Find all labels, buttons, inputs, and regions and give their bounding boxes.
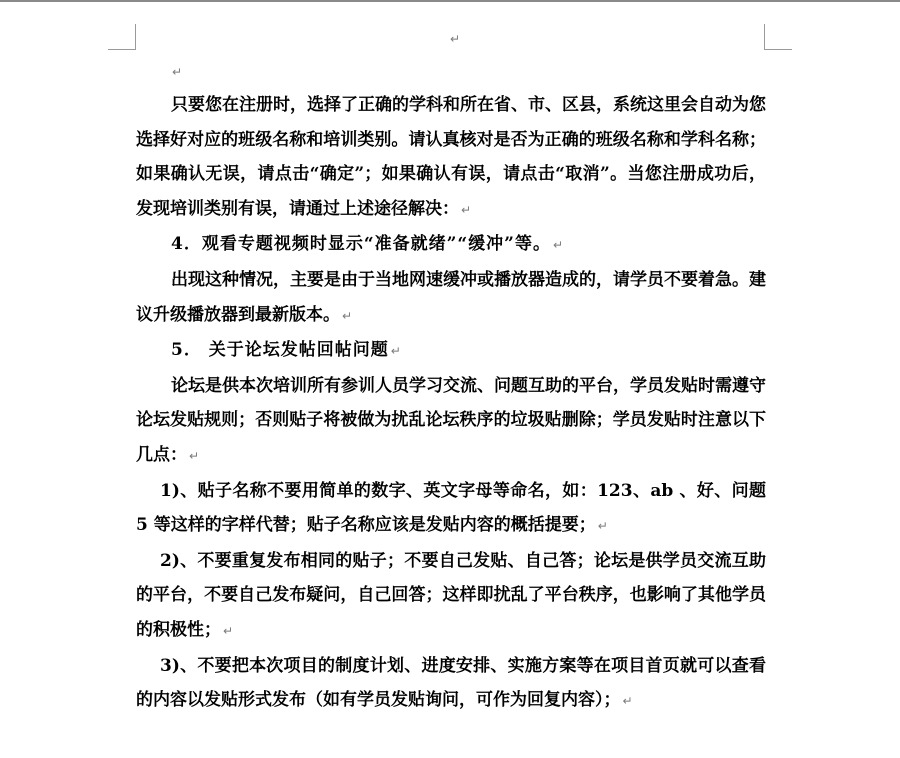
list-item-rule-2[interactable]: 2)、不要重复发布相同的贴子；不要自己发贴、自己答；论坛是供学员交流互助的平台，不要自己发布疑问，自己回答；这样即扰乱了平台秩序，也影响了其他学员的积极性； ↵ [136,550,766,640]
crop-mark-right-horizontal [764,49,792,50]
crop-mark-left-vertical [135,24,136,50]
list-item-rule-1[interactable]: 1)、贴子名称不要用简单的数字、英文字母等命名，如：123、ab 、好、问题 5 等这样的字样代替；贴子名称应该是发贴内容的概括提要； ↵ [136,480,766,536]
paragraph-forum-rules[interactable]: 论坛是供本次培训所有参训人员学习交流、问题互助的平台，学员发贴时需遵守论坛发贴规则；否则贴子将被做为扰乱论坛秩序的垃圾贴删除；学员发贴时注意以下几点： ↵ [136,375,766,465]
paragraph-registration-info[interactable]: 只要您在注册时，选择了正确的学科和所在省、市、区县，系统这里会自动为您选择好对应的班级名称和培训类别。请认真核对是否为正确的班级名称和学科名称；如果确认无误，请点击“确定”；如果确认有误，请点击“取消”。当您注册成功后，发现培训类别有误，请通过上述途径解决： ↵ [136,95,766,219]
heading-forum-posting[interactable]: 5． 关于论坛发帖回帖问题 ↵ [171,340,402,361]
paragraph-buffering-explanation[interactable]: 出现这种情况，主要是由于当地网速缓冲或播放器造成的，请学员不要着急。建议升级播放器到最新版本。 ↵ [136,269,766,325]
header-paragraph-mark: ↵ [450,32,461,46]
paragraph-mark: ↵ [461,202,472,217]
paragraph-mark: ↵ [189,448,200,463]
crop-mark-left-horizontal [108,49,136,50]
paragraph-mark: ↵ [342,308,353,323]
document-body[interactable] [136,88,766,719]
list-item-rule-3[interactable]: 3)、不要把本次项目的制度计划、进度安排、实施方案等在项目首页就可以查看的内容以发贴形式发布（如有学员发贴询问，可作为回复内容）； ↵ [136,655,766,711]
paragraph-mark: ↵ [390,344,402,359]
paragraph-mark: ↵ [622,694,633,709]
paragraph-mark: ↵ [552,238,565,253]
heading-video-buffering[interactable]: 4．观看专题视频时显示“准备就绪”“缓冲”等。 ↵ [171,234,565,255]
crop-mark-right-vertical [764,24,765,50]
window-top-border [0,0,900,2]
empty-paragraph-mark: ↵ [172,65,183,79]
paragraph-mark: ↵ [597,519,608,534]
paragraph-mark: ↵ [223,623,234,638]
